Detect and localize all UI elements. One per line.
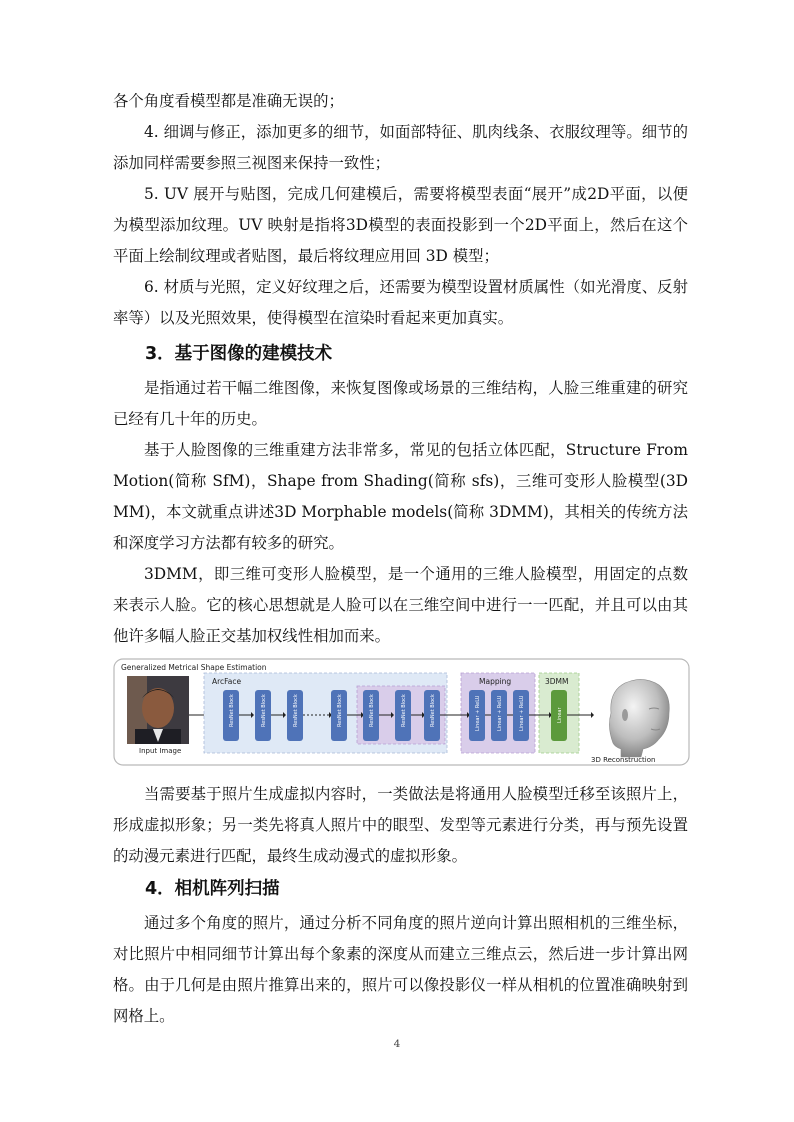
section-heading-4: 4．相机阵列扫描 — [145, 879, 280, 899]
paragraph-camera-array: 通过多个角度的照片，通过分析不同角度的照片逆向计算出照相机的三维坐标，对比照片中相同细节计算出每个象素的深度从而建立三维点云，然后进一步计算出网格。由于几何是由照片推算出来的，照片可以像投影仪一样从相机的位置准确映射到网格上。 — [113, 914, 688, 1025]
paragraph-step-4: 4. 细调与修正，添加更多的细节，如面部特征、肌肉线条、衣服纹理等。细节的添加同样需要参照三视图来保持一致性； — [113, 123, 688, 172]
paragraph-virtual-avatar: 当需要基于照片生成虚拟内容时，一类做法是将通用人脸模型迁移至该照片上，形成虚拟形象；另一类先将真人照片中的眼型、发型等元素进行分类，再与预先设置的动漫元素进行匹配，最终生成动漫式的虚拟形象。 — [113, 785, 688, 865]
resnet-blocks — [223, 690, 440, 741]
svg-text:ResNet Block: ResNet Block — [229, 694, 235, 727]
paragraph-3dmm-definition: 3DMM，即三维可变形人脸模型，是一个通用的三维人脸模型，用固定的点数来表示人脸。它的核心思想就是人脸可以在三维空间中进行一一匹配，并且可以由其他许多幅人脸正交基加权线性相加而来。 — [113, 565, 688, 645]
paragraph-continuation: 各个角度看模型都是准确无误的； — [113, 92, 344, 110]
arcface-label: ArcFace — [212, 677, 242, 686]
paragraph-image-modeling-intro: 是指通过若干幅二维图像，来恢复图像或场景的三维结构，人脸三维重建的研究已经有几十年的历史。 — [113, 379, 688, 428]
svg-text:Linear + ReLU: Linear + ReLU — [497, 695, 503, 731]
3dmm-label: 3DMM — [545, 677, 569, 686]
pipeline-figure — [113, 657, 690, 767]
paragraph-step-6: 6. 材质与光照，定义好纹理之后，还需要为模型设置材质属性（如光滑度、反射率等）以及光照效果，使得模型在渲染时看起来更加真实。 — [113, 278, 688, 327]
svg-text:ResNet Block: ResNet Block — [337, 694, 343, 727]
svg-text:ResNet Block: ResNet Block — [261, 694, 267, 727]
input-image — [127, 676, 189, 744]
svg-text:ResNet Block: ResNet Block — [401, 694, 407, 727]
svg-text:ResNet Block: ResNet Block — [293, 694, 299, 727]
paragraph-reconstruction-methods: 基于人脸图像的三维重建方法非常多，常见的包括立体匹配，Structure From Motion(简称 SfM)，Shape from Shading(简称 sfs)，三维可变形人脸模型(3DMM)，本文就重点讲述3D Morphable models(简称 3DMM)，其相关的传统方法和深度学习方法都有较多的研究。 — [113, 441, 688, 552]
figure-title: Generalized Metrical Shape Estimation — [121, 663, 267, 672]
output-label: 3D Reconstruction — [591, 756, 656, 764]
3dmm-linear-label: Linear — [557, 707, 563, 723]
svg-text:Linear + ReLU: Linear + ReLU — [519, 695, 525, 731]
paragraph-step-5: 5. UV 展开与贴图，完成几何建模后，需要将模型表面“展开”成2D平面，以便为模型添加纹理。UV 映射是指将3D模型的表面投影到一个2D平面上，然后在这个平面上绘制纹理或者贴图，最后将纹理应用回 3D 模型； — [113, 185, 688, 265]
svg-text:ResNet Block: ResNet Block — [369, 694, 375, 727]
input-image-label: Input Image — [139, 747, 182, 755]
pipeline-diagram — [113, 657, 690, 767]
page-number: 4 — [393, 1038, 401, 1050]
section-heading-3: 3．基于图像的建模技术 — [145, 344, 333, 364]
svg-text:ResNet Block: ResNet Block — [430, 694, 436, 727]
svg-text:Linear + ReLU: Linear + ReLU — [475, 695, 481, 731]
mapping-label: Mapping — [479, 677, 512, 686]
